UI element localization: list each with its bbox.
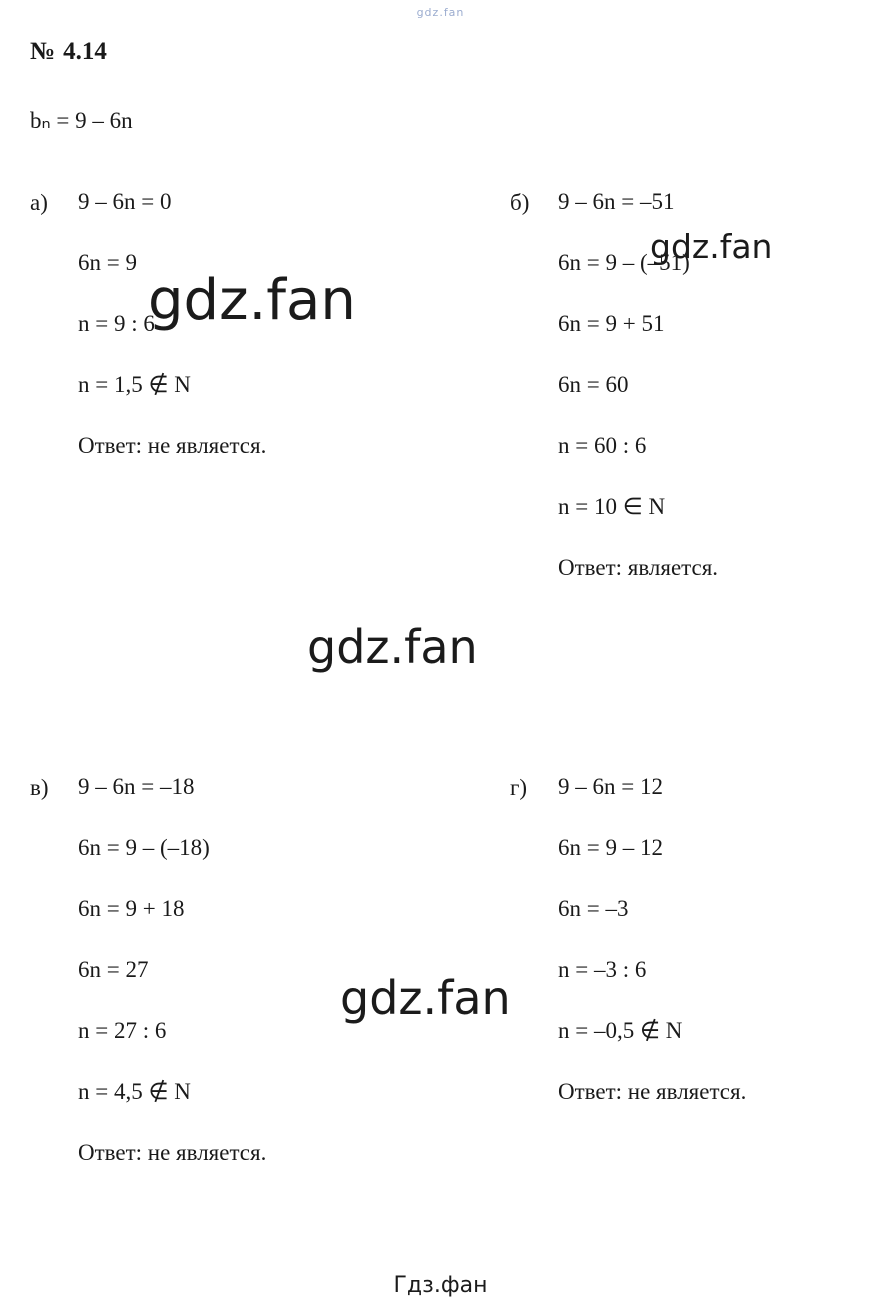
part-label-v: в) [30, 775, 49, 800]
solution-part-b [510, 190, 718, 617]
watermark-bottom: Гдз.фан [393, 1273, 488, 1298]
equation-line: n = 27 : 6 [78, 1018, 167, 1043]
equation-line: n = –0,5 ∉ N [558, 1018, 683, 1043]
solution-part-v [30, 775, 266, 1202]
equation-line: n = –3 : 6 [558, 957, 647, 982]
given-formula: bₙ = 9 – 6n [30, 108, 133, 133]
part-g-lines [558, 775, 746, 1141]
watermark-top: gdz.fan [416, 6, 465, 19]
part-label-b: б) [510, 190, 530, 215]
equation-line: n = 60 : 6 [558, 433, 647, 458]
answer-line: Ответ: не является. [558, 1079, 747, 1104]
answer-line: Ответ: не является. [78, 1140, 267, 1165]
equation-line: 6n = 9 + 51 [558, 311, 665, 336]
equation-line: 6n = 9 [78, 250, 137, 275]
equation-line: 6n = 9 – (–18) [78, 835, 210, 860]
task-number: 4.14 [63, 38, 107, 65]
solution-part-a [30, 190, 266, 495]
watermark-overlay-2: gdz.fan [650, 227, 773, 266]
watermark-overlay-3: gdz.fan [307, 620, 478, 674]
equation-line: n = 10 ∈ N [558, 494, 666, 519]
equation-line: n = 4,5 ∉ N [78, 1079, 191, 1104]
equation-line: 6n = –3 [558, 896, 629, 921]
watermark-overlay-4: gdz.fan [340, 971, 511, 1025]
part-b-lines [558, 190, 718, 617]
answer-line: Ответ: не является. [78, 433, 267, 458]
page-title [30, 38, 107, 66]
part-label-a: а) [30, 190, 48, 215]
number-sign: № [30, 38, 56, 65]
part-a-lines [78, 190, 266, 495]
equation-line: n = 9 : 6 [78, 311, 155, 336]
part-label-g: г) [510, 775, 528, 800]
equation-line: 9 – 6n = 0 [78, 189, 172, 214]
equation-line: 6n = 27 [78, 957, 149, 982]
answer-line: Ответ: является. [558, 555, 719, 580]
equation-line: 6n = 60 [558, 372, 629, 397]
equation-line: n = 1,5 ∉ N [78, 372, 191, 397]
equation-line: 9 – 6n = –18 [78, 774, 195, 799]
solution-part-g [510, 775, 746, 1141]
equation-line: 6n = 9 – 12 [558, 835, 663, 860]
equation-line: 6n = 9 + 18 [78, 896, 185, 921]
equation-line: 9 – 6n = –51 [558, 189, 675, 214]
equation-line: 9 – 6n = 12 [558, 774, 663, 799]
watermark-overlay-1: gdz.fan [148, 268, 356, 333]
equation-line: 6n = 9 – (–51) [558, 250, 690, 275]
part-v-lines [78, 775, 266, 1202]
